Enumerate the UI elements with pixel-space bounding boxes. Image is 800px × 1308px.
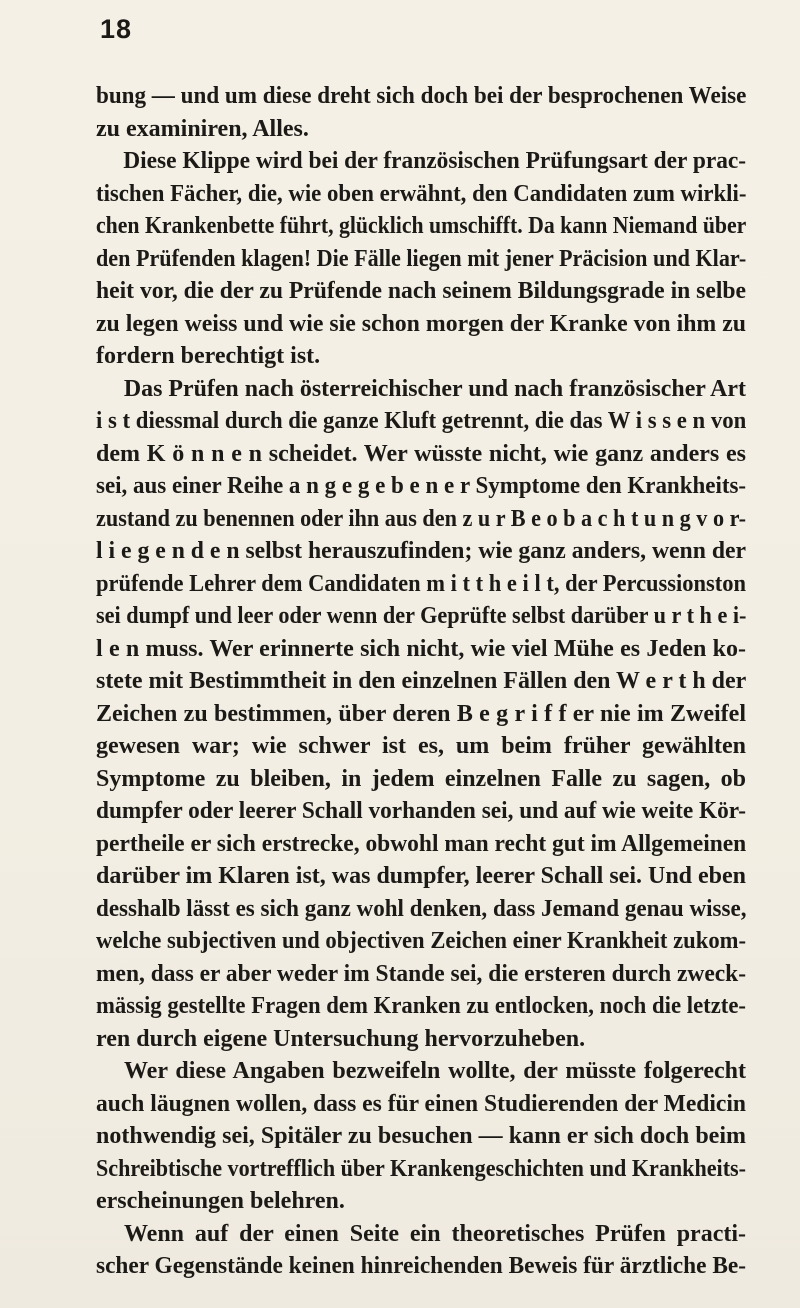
text-line: welche subjectiven und objectiven Zeichen einer Krankheit zukom- (96, 928, 746, 954)
text-line: Wer diese Angaben bezweifeln wollte, der müsste folgerecht (124, 1058, 746, 1084)
text-line: ren durch eigene Untersuchung hervorzuheben. (96, 1025, 586, 1052)
text-line: desshalb lässt es sich ganz wohl denken, dass Jemand genau wisse, (96, 895, 747, 922)
text-line: Wenn auf der einen Seite ein theoretisches Prüfen practi- (124, 1220, 746, 1247)
body-text (96, 80, 746, 1283)
text-line: erscheinungen belehren. (96, 1188, 345, 1214)
text-line: zu legen weiss und wie sie schon morgen der Kranke von ihm zu (96, 310, 746, 337)
text-line: i s t diessmal durch die ganze Kluft getrennt, die das W i s s e n von (96, 408, 747, 434)
text-line: l e n muss. Wer erinnerte sich nicht, wie viel Mühe es Jeden ko- (96, 635, 746, 662)
text-line: sei, aus einer Reihe a n g e g e b e n e r Symptome den Krankheits- (96, 473, 747, 499)
text-line: fordern berechtigt ist. (96, 343, 321, 369)
text-line: pertheile er sich erstrecke, obwohl man recht gut im Allgemeinen (96, 830, 747, 857)
text-line: stete mit Bestimmtheit in den einzelnen Fällen den W e r t h der (96, 668, 747, 694)
text-line: Zeichen zu bestimmen, über deren B e g r i f f er nie im Zweifel (96, 700, 746, 727)
text-line: prüfende Lehrer dem Candidaten m i t t h e i l t, der Percussionston (96, 570, 746, 597)
text-line: darüber im Klaren ist, was dumpfer, leerer Schall sei. Und eben (96, 863, 747, 889)
text-line: Schreibtische vortrefflich über Krankengeschichten und Krankheits- (96, 1155, 747, 1182)
text-line: zu examiniren, Alles. (96, 115, 309, 142)
text-line: dumpfer oder leerer Schall vorhanden sei, und auf wie weite Kör- (96, 798, 746, 824)
text-line: auch läugnen wollen, dass es für einen Studierenden der Medicin (96, 1090, 746, 1117)
text-line: den Prüfenden klagen! Die Fälle liegen mit jener Präcision und Klar- (96, 245, 747, 272)
text-line: Das Prüfen nach österreichischer und nach französischer Art (123, 375, 747, 402)
text-line: zustand zu benennen oder ihn aus den z u r B e o b a c h t u n g v o r- (96, 505, 747, 532)
text-line: scher Gegenstände keinen hinreichenden Beweis für ärztliche Be- (96, 1253, 746, 1279)
text-line: nothwendig sei, Spitäler zu besuchen — kann er sich doch beim (96, 1123, 746, 1149)
text-line: mässig gestellte Fragen dem Kranken zu entlocken, noch die letzte- (96, 993, 746, 1019)
text-line: men, dass er aber weder im Stande sei, die ersteren durch zweck- (96, 960, 747, 987)
page-number: 18 (100, 14, 133, 44)
text-line: l i e g e n d e n selbst herauszufinden; wie ganz anders, wenn der (96, 538, 746, 564)
text-line: gewesen war; wie schwer ist es, um beim früher gewählten (96, 733, 746, 759)
text-line: heit vor, die der zu Prüfende nach seinem Bildungsgrade in selbe (96, 278, 746, 304)
text-line: Diese Klippe wird bei der französischen Prüfungsart der prac- (123, 148, 747, 174)
text-line: bung — und um diese dreht sich doch bei der besprochenen Weise (96, 83, 747, 109)
text-line: sei dumpf und leer oder wenn der Geprüfte selbst darüber u r t h e i- (96, 603, 747, 629)
text-line: Symptome zu bleiben, in jedem einzelnen Falle zu sagen, ob (96, 765, 746, 792)
text-line: dem K ö n n e n scheidet. Wer wüsste nicht, wie ganz anders es (96, 440, 746, 467)
text-line: chen Krankenbette führt, glücklich umschifft. Da kann Niemand über (96, 213, 747, 239)
text-line: tischen Fächer, die, wie oben erwähnt, den Candidaten zum wirkli- (96, 180, 747, 207)
